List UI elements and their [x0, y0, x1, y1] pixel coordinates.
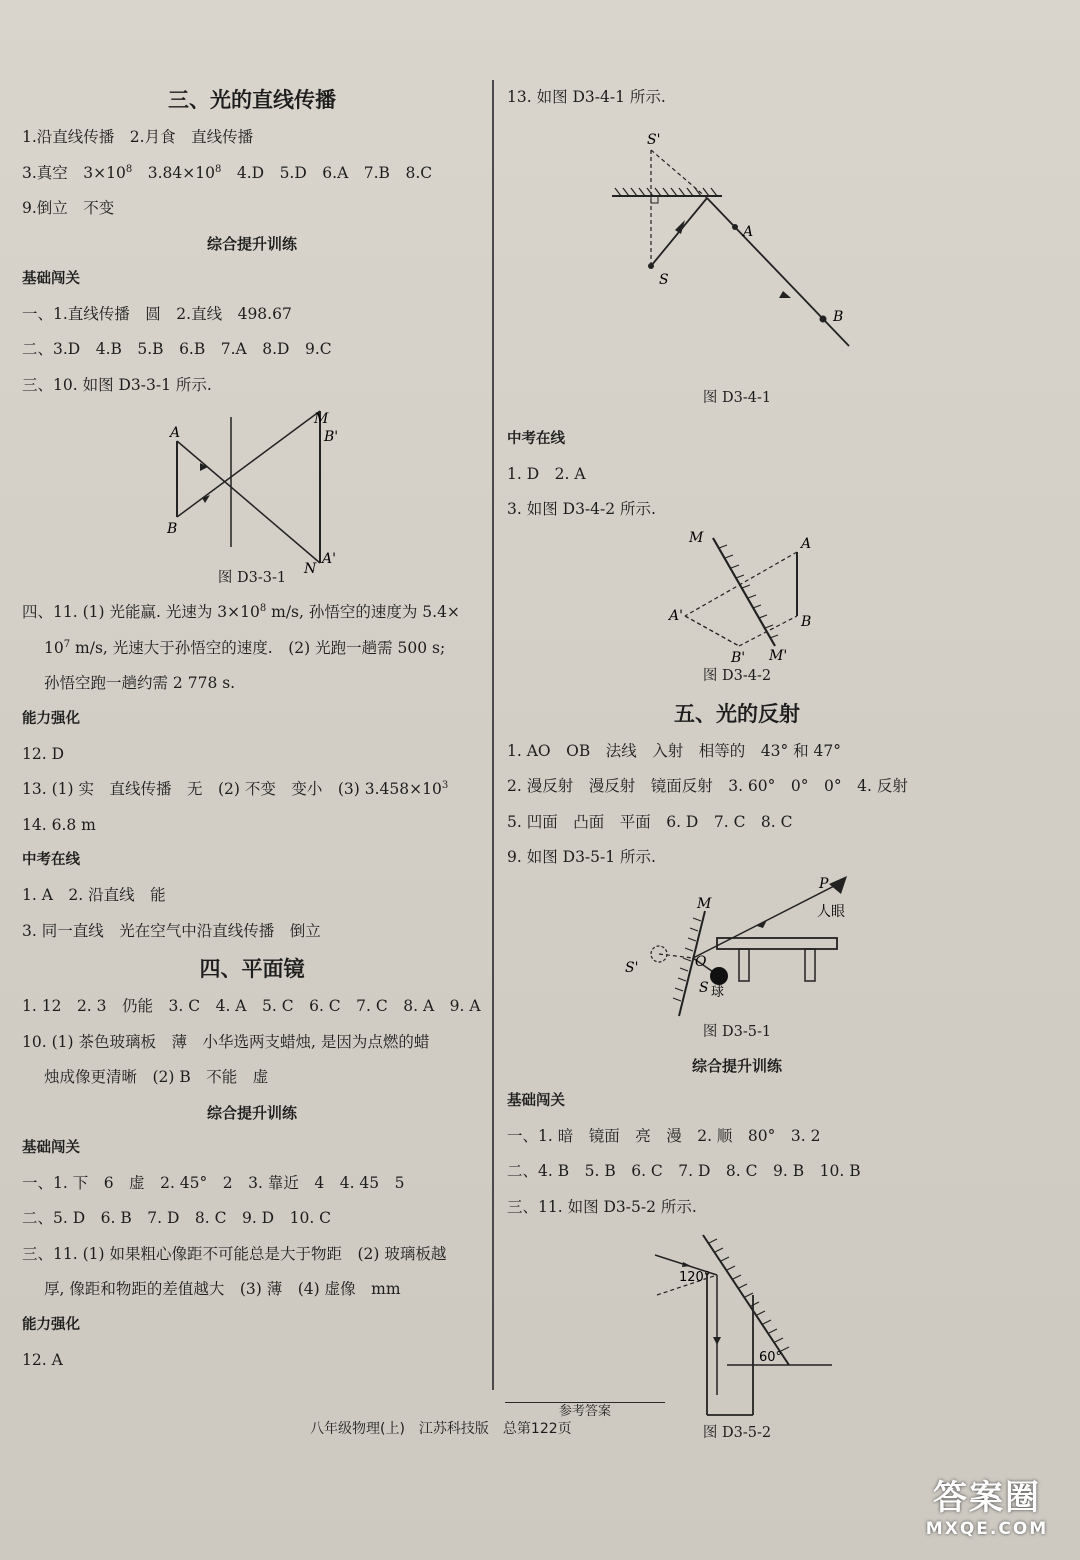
label-A-prime: A' [322, 551, 336, 567]
label-M: M [314, 411, 329, 427]
label-eye: 人眼 [817, 903, 845, 920]
level-heading: 基础闯关 [22, 1139, 80, 1156]
answer-line: 3. 如图 D3-4-2 所示. [507, 500, 656, 518]
answer-line: $10^7$ m/s, 光速大于孙悟空的速度. (2) 光跑一趟需 500 s; [44, 638, 446, 657]
answer-line: 14. 6.8 m [22, 815, 96, 834]
label-angle-60: 60° [759, 1350, 783, 1365]
label-B-prime: B' [324, 429, 339, 445]
answer-line: 1. 12 2. 3 仍能 3. C 4. A 5. C 6. C 7. C 8. A 9. A [22, 997, 481, 1015]
column-divider [492, 80, 494, 1390]
figure-caption: 图 D3-5-2 [702, 1425, 772, 1441]
answer-line: 9. 如图 D3-5-1 所示. [507, 848, 656, 866]
pinhole-diagram [22, 403, 482, 573]
level-heading: 能力强化 [22, 710, 80, 727]
label-S: S [699, 979, 709, 996]
answer-line: 厚, 像距和物距的差值越大 (3) 薄 (4) 虚像 mm [44, 1280, 401, 1298]
section-title-plane-mirror: 四、平面镜 [199, 957, 305, 981]
label-B: B [167, 521, 178, 537]
label-A: A [743, 223, 754, 240]
answer-line: 5. 凹面 凸面 平面 6. D 7. C 8. C [507, 812, 793, 831]
answer-line: 2. 漫反射 漫反射 镜面反射 3. 60° 0° 0° 4. 反射 [507, 777, 908, 795]
mirror-reflection-diagram [507, 116, 967, 386]
label-A: A [170, 425, 181, 441]
answer-line: 1.沿直线传播 2.月食 直线传播 [22, 128, 254, 146]
reflection-eye-diagram [507, 876, 967, 1041]
level-heading: 能力强化 [22, 1316, 80, 1333]
level-heading: 基础闯关 [22, 270, 80, 287]
figure-caption: 图 D3-4-1 [702, 389, 772, 406]
answer-line: 12. A [22, 1350, 63, 1369]
answer-line: 一、1. 下 6 虚 2. 45° 2 3. 靠近 4 4. 45 5 [22, 1173, 405, 1192]
level-heading: 中考在线 [22, 852, 80, 868]
answer-line: 3.真空 $3\times 10^8$ $3.84\times 10^8$ 4.D 5.D 6.A 7.B 8.C [22, 163, 433, 182]
answer-line: 二、5. D 6. B 7. D 8. C 9. D 10. C [22, 1209, 332, 1227]
label-P: P [819, 875, 829, 892]
answer-line: 1. D 2. A [507, 464, 586, 483]
label-B: B [801, 613, 812, 630]
answer-line: 1. AO OB 法线 入射 相等的 43° 和 47° [507, 741, 842, 760]
plane-mirror-image-diagram [507, 528, 967, 678]
figure-d3-4-2 [507, 528, 967, 684]
answer-line: 孙悟空跑一趟约需 2 778 s. [44, 674, 236, 692]
answer-line: 10. (1) 茶色玻璃板 薄 小华选两支蜡烛, 是因为点燃的蜡 [22, 1032, 430, 1051]
footer-page-info: 八年级物理(上) 江苏科技版 总第122页 [310, 1421, 572, 1437]
answer-line: 12. D [22, 744, 65, 763]
answer-line: 一、1.直线传播 圆 2.直线 498.67 [22, 304, 292, 323]
right-column [507, 80, 967, 1445]
watermark-title: 答案圈 [933, 1478, 1041, 1518]
figure-caption: 图 D3-4-2 [702, 667, 772, 684]
label-M: M [689, 529, 704, 546]
figure-caption: 图 D3-5-1 [702, 1023, 772, 1040]
answer-line: 三、11. (1) 如果粗心像距不可能总是大于物距 (2) 玻璃板越 [22, 1244, 447, 1263]
label-ball: 球 [711, 984, 725, 1000]
footer-title: 参考答案 [558, 1404, 611, 1419]
label-S-prime: S' [625, 959, 639, 976]
subsection-title: 综合提升训练 [206, 234, 297, 253]
answer-line: 3. 同一直线 光在空气中沿直线传播 倒立 [22, 921, 321, 940]
label-B: B [833, 308, 844, 325]
answer-line: 三、10. 如图 D3-3-1 所示. [22, 375, 212, 394]
answer-line: 三、11. 如图 D3-5-2 所示. [507, 1197, 697, 1216]
subsection-title: 综合提升训练 [206, 1103, 297, 1122]
label-A: A [801, 535, 812, 552]
answer-line: 二、3.D 4.B 5.B 6.B 7.A 8.D 9.C [22, 340, 332, 358]
figure-d3-3-1 [22, 403, 482, 586]
figure-d3-4-1 [507, 116, 967, 406]
label-angle-120: 120° [679, 1270, 711, 1285]
answer-line: 1. A 2. 沿直线 能 [22, 886, 166, 904]
label-B-prime: B' [731, 649, 746, 666]
label-N: N [304, 561, 317, 573]
label-S-prime: S' [647, 131, 661, 148]
left-column [22, 80, 482, 1378]
answer-line: 四、11. (1) 光能赢. 光速为 $3\times 10^8$ m/s, 孙悟空的速度为 5.4× [22, 603, 460, 621]
label-M-prime: M' [769, 647, 788, 664]
figure-d3-5-1 [507, 876, 967, 1041]
label-P-dup: M [697, 895, 712, 912]
site-watermark-logo [912, 1470, 1062, 1542]
answer-line: 烛成像更清晰 (2) B 不能 虚 [44, 1068, 269, 1086]
answer-line: 13. 如图 D3-4-1 所示. [507, 88, 666, 106]
section-title-reflection: 五、光的反射 [674, 701, 800, 726]
label-A-prime: A' [669, 607, 683, 624]
watermark-domain: MXQE.COM [925, 1519, 1049, 1539]
figure-caption: 图 D3-3-1 [217, 570, 287, 586]
subsection-title: 综合提升训练 [691, 1056, 782, 1075]
section-title-light-propagation: 三、光的直线传播 [168, 88, 336, 112]
answer-line: 13. (1) 实 直线传播 无 (2) 不变 变小 (3) $3.458\times 10^3$ [22, 780, 449, 798]
label-S: S [659, 271, 669, 288]
label-O: O [695, 953, 707, 970]
answer-line: 一、1. 暗 镜面 亮 漫 2. 顺 80° 3. 2 [507, 1126, 821, 1145]
answer-line: 二、4. B 5. B 6. C 7. D 8. C 9. B 10. B [507, 1162, 861, 1180]
level-heading: 中考在线 [507, 430, 565, 447]
level-heading: 基础闯关 [507, 1092, 565, 1109]
answer-line: 9.倒立 不变 [22, 199, 115, 217]
